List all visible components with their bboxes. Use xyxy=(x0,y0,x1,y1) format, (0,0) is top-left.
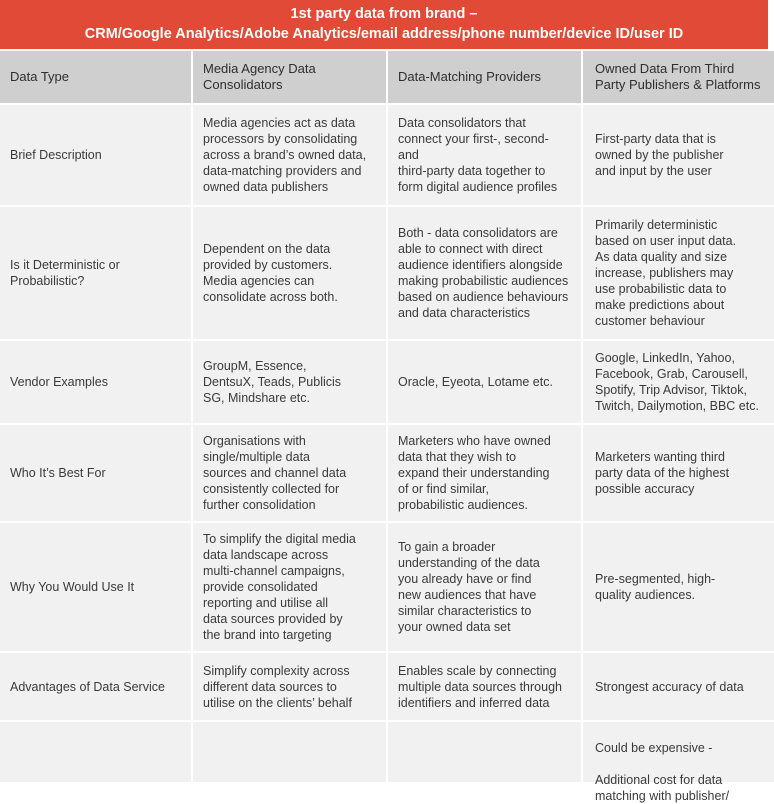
row-label-deterministic: Is it Deterministic or Probabilistic? xyxy=(0,207,191,339)
title-line-2: CRM/Google Analytics/Adobe Analytics/email address/phone number/device ID/user ID xyxy=(84,26,684,42)
table-cell: Dependent on the data provided by customers. Media agencies can consolidate across both. xyxy=(193,207,386,339)
table-cell: Strongest accuracy of data xyxy=(583,653,774,720)
table-cell: Data consolidators that connect your first-, second- and third-party data together to form digital audience profiles xyxy=(388,105,581,205)
table-cell xyxy=(193,722,386,782)
title-line-1: 1st party data from brand – xyxy=(290,6,478,22)
table-cell: Primarily deterministic based on user input data. As data quality and size increase, publishers may use probabilistic data to make predictions about customer behaviour xyxy=(583,207,774,339)
comparison-table xyxy=(0,51,768,803)
table-cell: Marketers wanting third party data of the highest possible accuracy xyxy=(583,425,774,521)
table-cell: To simplify the digital media data landscape across multi-channel campaigns, provide consolidated reporting and utilise all data sources provided by the brand into targeting xyxy=(193,523,386,651)
table-cell: Media agencies act as data processors by consolidating across a brand’s owned data, data-matching providers and owned data publishers xyxy=(193,105,386,205)
table-cell: GroupM, Essence, DentsuX, Teads, Publicis SG, Mindshare etc. xyxy=(193,341,386,423)
table-cell: Google, LinkedIn, Yahoo, Facebook, Grab, Carousell, Spotify, Trip Advisor, Tiktok, Twitch, Dailymotion, BBC etc. xyxy=(583,341,774,423)
column-header-data-type: Data Type xyxy=(0,51,191,103)
table-cell: Simplify complexity across different data sources to utilise on the clients’ behalf xyxy=(193,653,386,720)
table-cell: First-party data that is owned by the publisher and input by the user xyxy=(583,105,774,205)
column-header-data-matching: Data-Matching Providers xyxy=(388,51,581,103)
table-cell: Both - data consolidators are able to connect with direct audience identifiers alongside making probabilistic audiences based on audience behaviours and data characteristics xyxy=(388,207,581,339)
table-cell: To gain a broader understanding of the data you already have or find new audiences that have similar characteristics to your owned data set xyxy=(388,523,581,651)
row-label-vendor-examples: Vendor Examples xyxy=(0,341,191,423)
table-cell: Pre-segmented, high- quality audiences. xyxy=(583,523,774,651)
table-cell: Organisations with single/multiple data sources and channel data consistently collected for further consolidation xyxy=(193,425,386,521)
title-banner xyxy=(0,0,768,49)
row-label-brief-description: Brief Description xyxy=(0,105,191,205)
table-cell: Enables scale by connecting multiple data sources through identifiers and inferred data xyxy=(388,653,581,720)
row-label-advantages: Advantages of Data Service xyxy=(0,653,191,720)
row-label-why-use: Why You Would Use It xyxy=(0,523,191,651)
row-label-best-for: Who It’s Best For xyxy=(0,425,191,521)
row-label-disadvantages xyxy=(0,722,191,782)
table-cell: Could be expensive - Additional cost for data matching with publisher/ xyxy=(583,722,774,782)
table-cell: Oracle, Eyeota, Lotame etc. xyxy=(388,341,581,423)
table-cell: Marketers who have owned data that they wish to expand their understanding of or find similar, probabilistic audiences. xyxy=(388,425,581,521)
column-header-owned-data: Owned Data From Third Party Publishers & Platforms xyxy=(583,51,774,103)
column-header-media-agency: Media Agency Data Consolidators xyxy=(193,51,386,103)
table-cell xyxy=(388,722,581,782)
